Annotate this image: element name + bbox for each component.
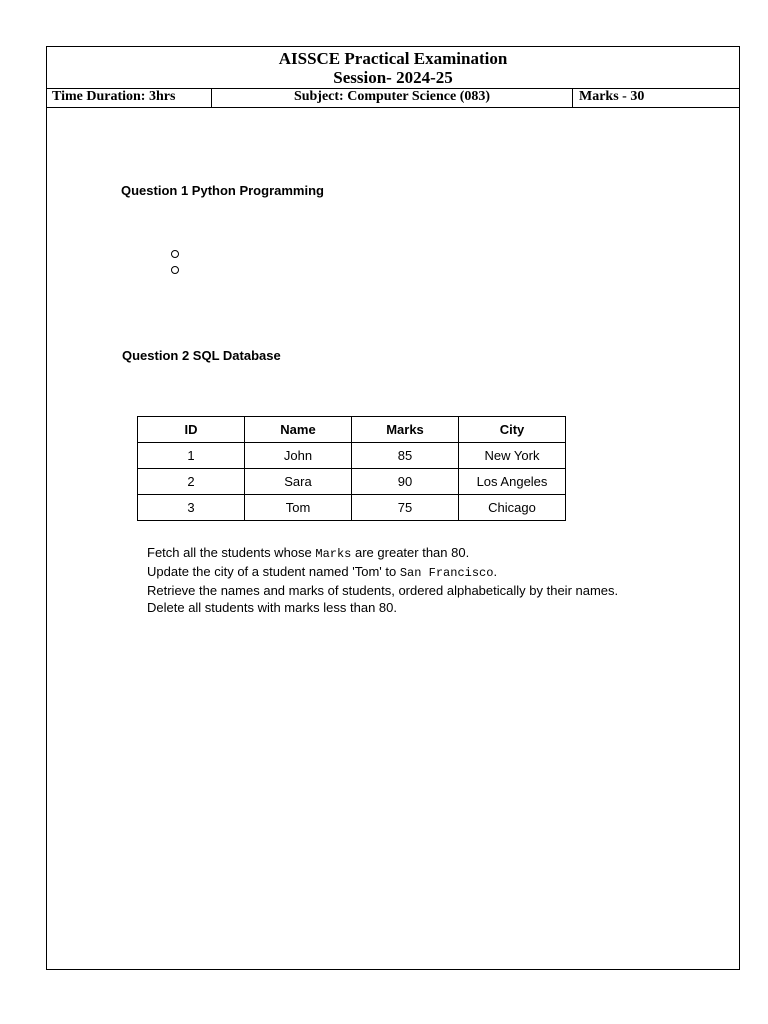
exam-page [46, 46, 740, 970]
table-cell: 1 [138, 443, 245, 469]
table-cell: 3 [138, 495, 245, 521]
column-header: City [459, 417, 566, 443]
table-cell: Tom [245, 495, 352, 521]
exam-header [47, 47, 739, 89]
hollow-bullet-icon [171, 250, 179, 258]
task-line: Update the city of a student named 'Tom' to San Francisco. [147, 564, 498, 580]
total-marks: Marks - 30 [579, 89, 645, 104]
exam-session: Session- 2024-25 [333, 68, 453, 87]
table-cell: Sara [245, 469, 352, 495]
question-2-title: Question 2 SQL Database [122, 348, 281, 363]
sql-tasks [147, 544, 618, 616]
table-row [138, 443, 566, 469]
exam-meta-row [46, 88, 740, 108]
table-cell: New York [459, 443, 566, 469]
task-line: Retrieve the names and marks of students, ordered alphabetically by their names. [147, 583, 619, 598]
column-header: ID [138, 417, 245, 443]
code-term: San Francisco [399, 566, 494, 580]
subject: Subject: Computer Science (083) [212, 89, 573, 107]
table-cell: Los Angeles [459, 469, 566, 495]
table-cell: 85 [352, 443, 459, 469]
task-line: Delete all students with marks less than 80. [147, 600, 398, 615]
table-cell: 2 [138, 469, 245, 495]
question-1-title: Question 1 Python Programming [121, 183, 324, 198]
table-cell: 90 [352, 469, 459, 495]
column-header: Marks [352, 417, 459, 443]
code-term: Marks [315, 547, 352, 561]
table-row [138, 469, 566, 495]
time-duration: Time Duration: 3hrs [46, 89, 212, 107]
table-row [138, 495, 566, 521]
table-header-row [138, 417, 566, 443]
table-cell: John [245, 443, 352, 469]
table-cell: 75 [352, 495, 459, 521]
exam-title: AISSCE Practical Examination [278, 49, 508, 68]
students-table [137, 416, 566, 521]
table-cell: Chicago [459, 495, 566, 521]
task-line: Fetch all the students whose Marks are greater than 80. [147, 545, 470, 561]
hollow-bullet-icon [171, 266, 179, 274]
column-header: Name [245, 417, 352, 443]
